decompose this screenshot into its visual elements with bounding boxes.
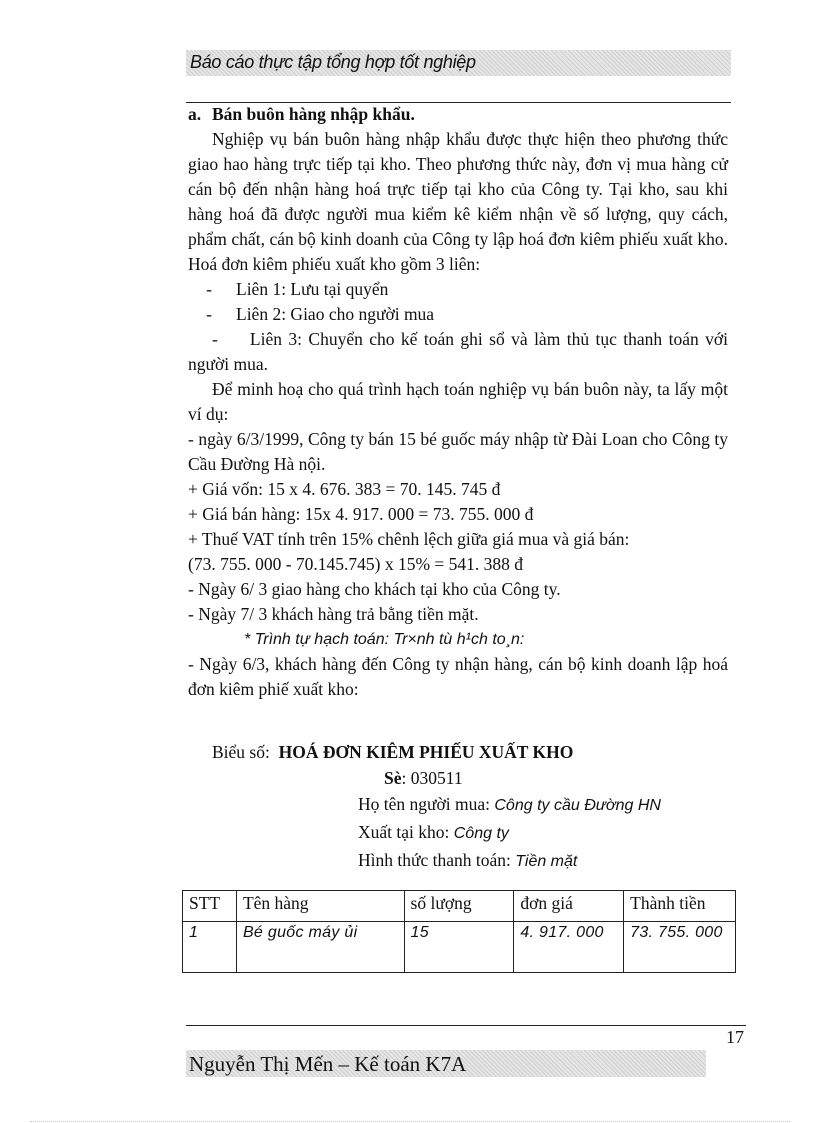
page-number: 17 <box>726 1027 744 1047</box>
list-dash: - <box>212 329 218 349</box>
page-bottom-divider <box>30 1121 790 1122</box>
form-buyer-line <box>212 791 732 819</box>
list-item-text: Liên 3: Chuyển cho kế toán ghi sổ và làm thủ tục thanh toán với người mua. <box>188 329 728 374</box>
payment-label: Hình thức thanh toán: <box>358 850 511 870</box>
closing-paragraph: - Ngày 6/3, khách hàng đến Công ty nhận hàng, cán bộ kinh doanh lập hoá đơn kiêm phiế xuất kho: <box>188 654 728 699</box>
example-line: + Giá vốn: 15 x 4. 676. 383 = 70. 145. 745 đ <box>188 479 501 499</box>
buyer-value: Công ty cầu Đường HN <box>494 797 661 814</box>
body-content <box>188 102 728 702</box>
warehouse-label: Xuất tại kho: <box>358 822 450 842</box>
table-cell: 73. 755. 000 <box>624 922 736 973</box>
intro-paragraph: Nghiệp vụ bán buôn hàng nhập khẩu được thực hiện theo phương thức giao hao hàng trực tiếp tại kho. Theo phương thức này, đơn vị mua hàng cử cán bộ đến nhận hàng hoá trực tiếp tại kho của Công ty. Tại kho, sau khi hàng hoá đã được người mua kiểm kê kiểm nhận về số lượng, quy cách, phẩm chất, cán bộ kinh doanh của Công ty lập hoá đơn kiêm phiếu xuất kho. Hoá đơn kiêm phiếu xuất kho gồm 3 liên: <box>188 129 728 274</box>
buyer-label: Họ tên người mua: <box>358 794 490 814</box>
steps-title: * Trình tự hạch toán: Tr×nh tù h¹ch to¸n: <box>244 631 525 648</box>
example-line: + Thuế VAT tính trên 15% chênh lệch giữa giá mua và giá bán: <box>188 529 630 549</box>
section-label: a. <box>188 104 202 124</box>
form-number-line <box>212 765 732 791</box>
footer-author: Nguyễn Thị Mến – Kế toán K7A <box>189 1052 467 1076</box>
table-header-row <box>183 891 736 922</box>
invoice-form-header <box>212 739 732 875</box>
form-title: HOÁ ĐƠN KIÊM PHIẾU XUẤT KHO <box>278 742 574 762</box>
list-item-text: Liên 1: Lưu tại quyển <box>236 279 389 299</box>
example-line: (73. 755. 000 - 70.145.745) x 15% = 541. 388 đ <box>188 554 524 574</box>
table-cell: 4. 917. 000 <box>514 922 624 973</box>
form-number-value: : 030511 <box>401 768 463 788</box>
table-row <box>183 922 736 973</box>
example-line: - Ngày 6/ 3 giao hàng cho khách tại kho của Công ty. <box>188 579 561 599</box>
warehouse-value: Công ty <box>453 825 509 842</box>
payment-value: Tiền mặt <box>515 853 578 870</box>
form-prefix: Biểu số: <box>212 742 270 762</box>
list-item-text: Liên 2: Giao cho người mua <box>236 304 435 324</box>
form-payment-line <box>212 847 732 875</box>
invoice-table <box>182 890 736 973</box>
page-footer <box>186 1050 706 1077</box>
table-header-cell: Thành tiền <box>624 891 736 922</box>
table-cell: 1 <box>183 922 237 973</box>
example-intro: Để minh hoạ cho quá trình hạch toán nghiệp vụ bán buôn này, ta lấy một ví dụ: <box>188 379 728 424</box>
example-line: - ngày 6/3/1999, Công ty bán 15 bé guốc máy nhập từ Đài Loan cho Công ty Cầu Đường Hà nội. <box>188 429 728 474</box>
form-warehouse-line <box>212 819 732 847</box>
list-item <box>188 277 728 302</box>
example-line: - Ngày 7/ 3 khách hàng trả bằng tiền mặt. <box>188 604 479 624</box>
table-header-cell: số lượng <box>404 891 514 922</box>
table-cell: Bé guốc máy ủi <box>236 922 404 973</box>
section-heading <box>188 102 728 127</box>
list-dash: - <box>206 279 212 299</box>
section-title: Bán buôn hàng nhập khẩu. <box>212 104 415 124</box>
table-cell: 15 <box>404 922 514 973</box>
example-line: + Giá bán hàng: 15x 4. 917. 000 = 73. 755. 000 đ <box>188 504 534 524</box>
form-number-label: Sè <box>384 768 402 788</box>
list-item <box>188 302 728 327</box>
footer-rule <box>186 1025 746 1026</box>
header-title: Báo cáo thực tập tổng hợp tốt nghiệp <box>190 52 476 72</box>
list-dash: - <box>206 304 212 324</box>
list-item <box>188 327 728 377</box>
table-header-cell: đơn giá <box>514 891 624 922</box>
page-header <box>186 50 731 76</box>
table-header-cell: Tên hàng <box>236 891 404 922</box>
table-header-cell: STT <box>183 891 237 922</box>
form-title-line <box>212 739 732 765</box>
